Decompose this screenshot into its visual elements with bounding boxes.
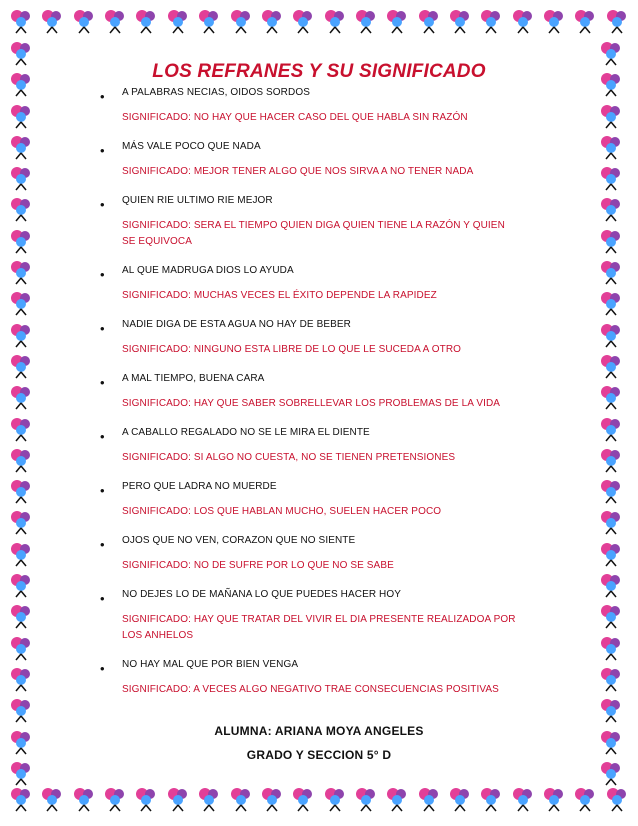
grade-section: GRADO Y SECCION 5° D bbox=[246, 748, 392, 762]
balloon-icon bbox=[598, 196, 624, 222]
proverb-text: NADIE DIGA DE ESTA AGUA NO HAY DE BEBER bbox=[122, 319, 351, 330]
balloon-icon bbox=[416, 786, 442, 812]
balloon-icon bbox=[8, 228, 34, 254]
meaning-text: SIGNIFICADO: HAY QUE SABER SOBRELLEVAR LOS PROBLEMAS DE LA VIDA bbox=[122, 398, 501, 409]
balloon-icon bbox=[8, 8, 34, 34]
balloon-icon bbox=[572, 786, 598, 812]
balloon-icon bbox=[598, 697, 624, 723]
meaning-text: SIGNIFICADO: MEJOR TENER ALGO QUE NOS SIRVA A NO TENER NADA bbox=[122, 166, 474, 177]
balloon-icon bbox=[8, 103, 34, 129]
meaning-text: SIGNIFICADO: MUCHAS VECES EL ÉXITO DEPENDE LA RAPIDEZ bbox=[122, 290, 437, 301]
balloon-icon bbox=[598, 760, 624, 786]
bullet-icon: • bbox=[100, 197, 105, 212]
balloon-icon bbox=[196, 786, 222, 812]
balloon-icon bbox=[8, 196, 34, 222]
balloon-icon bbox=[228, 786, 254, 812]
balloon-icon bbox=[598, 509, 624, 535]
balloon-icon bbox=[259, 786, 285, 812]
balloon-icon bbox=[8, 322, 34, 348]
bullet-icon: • bbox=[100, 483, 105, 498]
border-right bbox=[598, 40, 630, 786]
balloon-icon bbox=[322, 786, 348, 812]
bullet-icon: • bbox=[100, 661, 105, 676]
list-item bbox=[100, 140, 520, 180]
balloon-icon bbox=[8, 572, 34, 598]
bullet-icon: • bbox=[100, 89, 105, 104]
list-item bbox=[100, 426, 520, 466]
balloon-icon bbox=[71, 8, 97, 34]
border-bottom bbox=[8, 786, 630, 818]
page-title: LOS REFRANES Y SU SIGNIFICADO bbox=[152, 60, 486, 82]
meaning-text: SIGNIFICADO: A VECES ALGO NEGATIVO TRAE CONSECUENCIAS POSITIVAS bbox=[122, 684, 499, 695]
balloon-icon bbox=[598, 447, 624, 473]
balloon-icon bbox=[353, 786, 379, 812]
proverb-text: OJOS QUE NO VEN, CORAZON QUE NO SIENTE bbox=[122, 535, 356, 546]
balloon-icon bbox=[8, 384, 34, 410]
proverb-text: A MAL TIEMPO, BUENA CARA bbox=[122, 373, 265, 384]
balloon-icon bbox=[8, 786, 34, 812]
balloon-icon bbox=[322, 8, 348, 34]
balloon-icon bbox=[8, 478, 34, 504]
balloon-icon bbox=[102, 8, 128, 34]
balloon-icon bbox=[196, 8, 222, 34]
list-item bbox=[100, 264, 520, 304]
balloon-icon bbox=[541, 8, 567, 34]
balloon-icon bbox=[384, 8, 410, 34]
balloon-icon bbox=[39, 786, 65, 812]
list-item bbox=[100, 318, 520, 358]
balloon-icon bbox=[8, 134, 34, 160]
meaning-text: SIGNIFICADO: NO DE SUFRE POR LO QUE NO SE SABE bbox=[122, 560, 394, 571]
meaning-text: SIGNIFICADO: SI ALGO NO CUESTA, NO SE TIENEN PRETENSIONES bbox=[122, 452, 456, 463]
balloon-icon bbox=[598, 416, 624, 442]
balloon-icon bbox=[598, 259, 624, 285]
balloon-icon bbox=[39, 8, 65, 34]
balloon-icon bbox=[353, 8, 379, 34]
list-item bbox=[100, 588, 520, 644]
balloon-icon bbox=[8, 165, 34, 191]
proverb-text: PERO QUE LADRA NO MUERDE bbox=[122, 481, 277, 492]
list-item bbox=[100, 480, 520, 520]
balloon-icon bbox=[71, 786, 97, 812]
balloon-icon bbox=[8, 259, 34, 285]
balloon-icon bbox=[447, 786, 473, 812]
balloon-icon bbox=[598, 384, 624, 410]
proverb-text: QUIEN RIE ULTIMO RIE MEJOR bbox=[122, 195, 273, 206]
balloon-icon bbox=[510, 8, 536, 34]
list-item bbox=[100, 86, 520, 126]
balloon-icon bbox=[447, 8, 473, 34]
balloon-icon bbox=[8, 290, 34, 316]
balloon-icon bbox=[598, 603, 624, 629]
balloon-icon bbox=[598, 134, 624, 160]
balloon-icon bbox=[598, 478, 624, 504]
proverb-text: NO HAY MAL QUE POR BIEN VENGA bbox=[122, 659, 299, 670]
balloon-icon bbox=[133, 786, 159, 812]
balloon-icon bbox=[8, 447, 34, 473]
list-item bbox=[100, 372, 520, 412]
bullet-icon: • bbox=[100, 537, 105, 552]
balloon-icon bbox=[598, 103, 624, 129]
balloon-icon bbox=[598, 165, 624, 191]
bullet-icon: • bbox=[100, 591, 105, 606]
proverb-text: MÁS VALE POCO QUE NADA bbox=[122, 141, 261, 152]
balloon-icon bbox=[598, 290, 624, 316]
border-left bbox=[8, 40, 40, 786]
balloon-icon bbox=[8, 603, 34, 629]
balloon-icon bbox=[572, 8, 598, 34]
meaning-text: SIGNIFICADO: LOS QUE HABLAN MUCHO, SUELEN HACER POCO bbox=[122, 506, 442, 517]
balloon-icon bbox=[133, 8, 159, 34]
balloon-icon bbox=[416, 8, 442, 34]
balloon-icon bbox=[478, 8, 504, 34]
balloon-icon bbox=[8, 635, 34, 661]
student-name: ALUMNA: ARIANA MOYA ANGELES bbox=[214, 724, 424, 738]
balloon-icon bbox=[384, 786, 410, 812]
bullet-icon: • bbox=[100, 267, 105, 282]
balloon-icon bbox=[8, 666, 34, 692]
balloon-icon bbox=[598, 353, 624, 379]
balloon-icon bbox=[8, 509, 34, 535]
bullet-icon: • bbox=[100, 429, 105, 444]
bullet-icon: • bbox=[100, 375, 105, 390]
meaning-text: SIGNIFICADO: SERA EL TIEMPO QUIEN DIGA QUIEN TIENE LA RAZÓN Y QUIEN SE EQUIVOCA bbox=[122, 220, 505, 247]
balloon-icon bbox=[598, 666, 624, 692]
bullet-icon: • bbox=[100, 143, 105, 158]
balloon-icon bbox=[228, 8, 254, 34]
balloon-icon bbox=[290, 8, 316, 34]
proverb-text: A CABALLO REGALADO NO SE LE MIRA EL DIENTE bbox=[122, 427, 370, 438]
balloon-icon bbox=[8, 353, 34, 379]
balloon-icon bbox=[102, 786, 128, 812]
proverb-text: A PALABRAS NECIAS, OIDOS SORDOS bbox=[122, 87, 310, 98]
balloon-icon bbox=[8, 760, 34, 786]
balloon-icon bbox=[8, 416, 34, 442]
meaning-text: SIGNIFICADO: NINGUNO ESTA LIBRE DE LO QUE LE SUCEDA A OTRO bbox=[122, 344, 462, 355]
border-top bbox=[8, 8, 630, 40]
balloon-icon bbox=[165, 786, 191, 812]
meaning-text: SIGNIFICADO: NO HAY QUE HACER CASO DEL QUE HABLA SIN RAZÓN bbox=[122, 112, 468, 123]
proverb-text: NO DEJES LO DE MAÑANA LO QUE PUEDES HACER HOY bbox=[122, 589, 402, 600]
proverb-text: AL QUE MADRUGA DIOS LO AYUDA bbox=[122, 265, 294, 276]
proverbs-list bbox=[100, 86, 520, 712]
meaning-text: SIGNIFICADO: HAY QUE TRATAR DEL VIVIR EL DIA PRESENTE REALIZADOA POR LOS ANHELOS bbox=[122, 614, 516, 641]
balloon-icon bbox=[478, 786, 504, 812]
balloon-icon bbox=[604, 786, 630, 812]
balloon-icon bbox=[8, 541, 34, 567]
balloon-icon bbox=[259, 8, 285, 34]
balloon-icon bbox=[290, 786, 316, 812]
balloon-icon bbox=[598, 572, 624, 598]
balloon-icon bbox=[598, 635, 624, 661]
list-item bbox=[100, 658, 520, 698]
balloon-icon bbox=[165, 8, 191, 34]
balloon-icon bbox=[8, 697, 34, 723]
list-item bbox=[100, 194, 520, 250]
balloon-icon bbox=[598, 322, 624, 348]
balloon-icon bbox=[510, 786, 536, 812]
balloon-icon bbox=[541, 786, 567, 812]
balloon-icon bbox=[604, 8, 630, 34]
balloon-icon bbox=[598, 228, 624, 254]
bullet-icon: • bbox=[100, 321, 105, 336]
balloon-icon bbox=[598, 541, 624, 567]
list-item bbox=[100, 534, 520, 574]
